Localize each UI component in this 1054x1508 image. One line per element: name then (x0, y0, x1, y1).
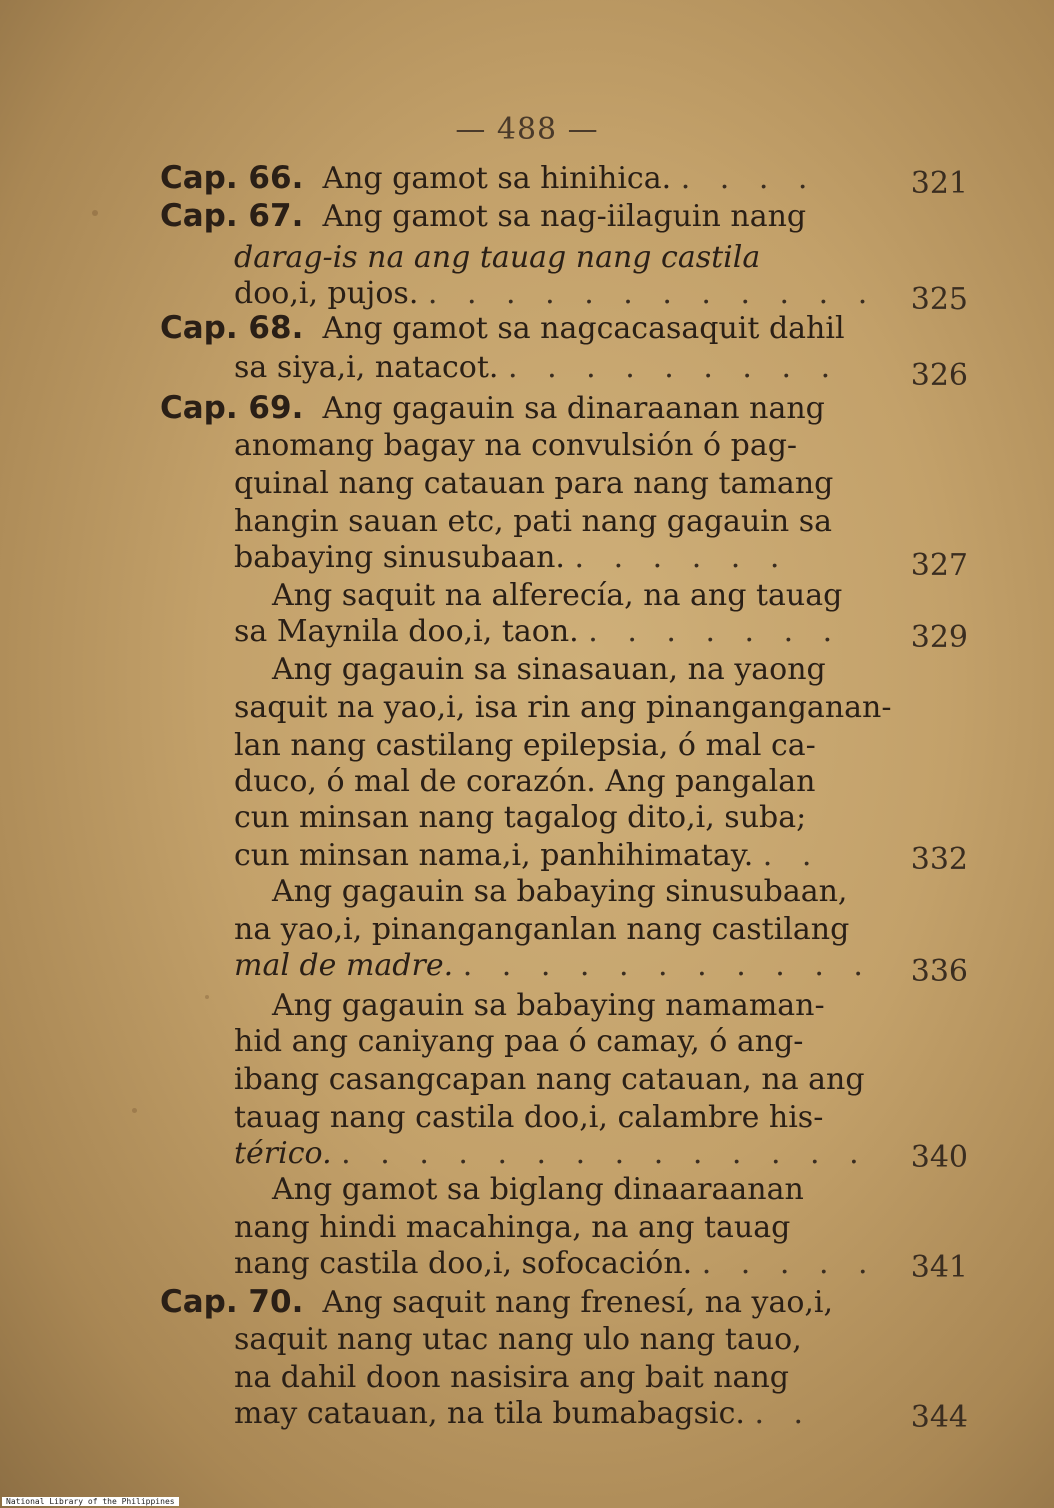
entry-text: sa siya,i, natacot. (234, 350, 499, 385)
page-ref: 326 (910, 358, 968, 393)
paper-stain (205, 995, 209, 999)
leader-dots: . . (762, 838, 822, 873)
page-ref: 321 (910, 166, 968, 201)
page-ref: 332 (910, 842, 968, 877)
chapter-label: Cap. 67. (160, 198, 304, 234)
toc-line (160, 310, 845, 347)
page-number: — 488 — (455, 112, 599, 147)
entry-text: Ang gamot sa nagcacasaquit dahil (322, 311, 845, 346)
chapter-label: Cap. 69. (160, 390, 304, 426)
leader-dots: . . . . . (701, 1246, 878, 1281)
entry-text: may catauan, na tila bumabagsic. (234, 1396, 745, 1431)
leader-dots: . . . . . . (574, 540, 790, 575)
entry-text: hangin sauan etc, pati nang gagauin sa (234, 504, 832, 539)
entry-text: Ang gagauin sa babaying sinusubaan, (272, 874, 848, 909)
toc-line (234, 838, 821, 874)
leader-dots: . . . . . . . . . . . . . . (341, 1136, 869, 1171)
leader-dots: . . . . . . . . . . . . (427, 276, 878, 311)
entry-text: Ang gagauin sa sinasauan, na yaong (272, 652, 826, 687)
entry-text: Ang gagauin sa dinaraanan nang (322, 391, 825, 426)
paper-stain (132, 1108, 137, 1113)
toc-line (234, 614, 842, 650)
entry-text: darag-is na ang tauag nang castila (234, 240, 761, 275)
page-ref: 325 (910, 282, 968, 317)
toc-line (234, 948, 873, 984)
leader-dots: . . . . (680, 161, 818, 196)
entry-text: quinal nang catauan para nang tamang (234, 466, 834, 501)
entry-text: Ang gamot sa nag-iilaguin nang (322, 199, 807, 234)
entry-text: na dahil doon nasisira ang bait nang (234, 1360, 789, 1395)
page-ref: 341 (910, 1250, 968, 1285)
leader-dots: . . (754, 1396, 814, 1431)
page-ref: 336 (910, 954, 968, 989)
entry-text: Ang gamot sa hinihica. (322, 161, 672, 196)
page-ref: 327 (910, 548, 968, 583)
entry-text: sa Maynila doo,i, taon. (234, 614, 579, 649)
leader-dots: . . . . . . . (588, 614, 843, 649)
page-ref: 329 (910, 620, 968, 655)
entry-text: tauag nang castila doo,i, calambre his- (234, 1100, 824, 1135)
toc-line (234, 1136, 869, 1172)
entry-text: Ang saquit na alferecía, na ang tauag (272, 578, 843, 613)
entry-text: cun minsan nang tagalog dito,i, suba; (234, 800, 807, 835)
toc-line (234, 1396, 813, 1432)
toc-line (234, 540, 789, 576)
entry-text: Ang gamot sa biglang dinaaraanan (272, 1172, 804, 1207)
library-footer: National Library of the Philippines (2, 1497, 179, 1506)
entry-text: saquit na yao,i, isa rin ang pinanganganan- (234, 690, 892, 725)
entry-text: doo,i, pujos. (234, 276, 419, 311)
entry-text: babaying sinusubaan. (234, 540, 565, 575)
page-ref: 344 (910, 1400, 968, 1435)
entry-text: na yao,i, pinanganganlan nang castilang (234, 912, 850, 947)
toc-line (160, 160, 817, 197)
chapter-label: Cap. 70. (160, 1284, 304, 1320)
toc-line (160, 198, 806, 235)
leader-dots: . . . . . . . . . (508, 350, 841, 385)
entry-text: térico. (234, 1136, 332, 1171)
entry-text: lan nang castilang epilepsia, ó mal ca- (234, 728, 816, 763)
chapter-label: Cap. 66. (160, 160, 304, 196)
chapter-label: Cap. 68. (160, 310, 304, 346)
paper-stain (92, 210, 98, 216)
entry-text: nang castila doo,i, sofocación. (234, 1246, 693, 1281)
entry-text: hid ang caniyang paa ó camay, ó ang- (234, 1024, 804, 1059)
entry-text: nang hindi macahinga, na ang tauag (234, 1210, 791, 1245)
entry-text: duco, ó mal de corazón. Ang pangalan (234, 764, 816, 799)
toc-line (234, 350, 840, 386)
entry-text: anomang bagay na convulsión ó pag- (234, 428, 798, 463)
toc-line (234, 1246, 878, 1282)
toc-line (160, 1284, 833, 1321)
entry-text: ibang casangcapan nang catauan, na ang (234, 1062, 865, 1097)
toc-line (234, 276, 877, 312)
entry-text: cun minsan nama,i, panhihimatay. (234, 838, 754, 873)
page-ref: 340 (910, 1140, 968, 1175)
entry-text: mal de madre. (234, 948, 454, 983)
entry-text: Ang saquit nang frenesí, na yao,i, (322, 1285, 834, 1320)
toc-line (160, 390, 825, 427)
leader-dots: . . . . . . . . . . . (462, 948, 873, 983)
entry-text: Ang gagauin sa babaying namaman- (272, 988, 825, 1023)
entry-text: saquit nang utac nang ulo nang tauo, (234, 1322, 802, 1357)
